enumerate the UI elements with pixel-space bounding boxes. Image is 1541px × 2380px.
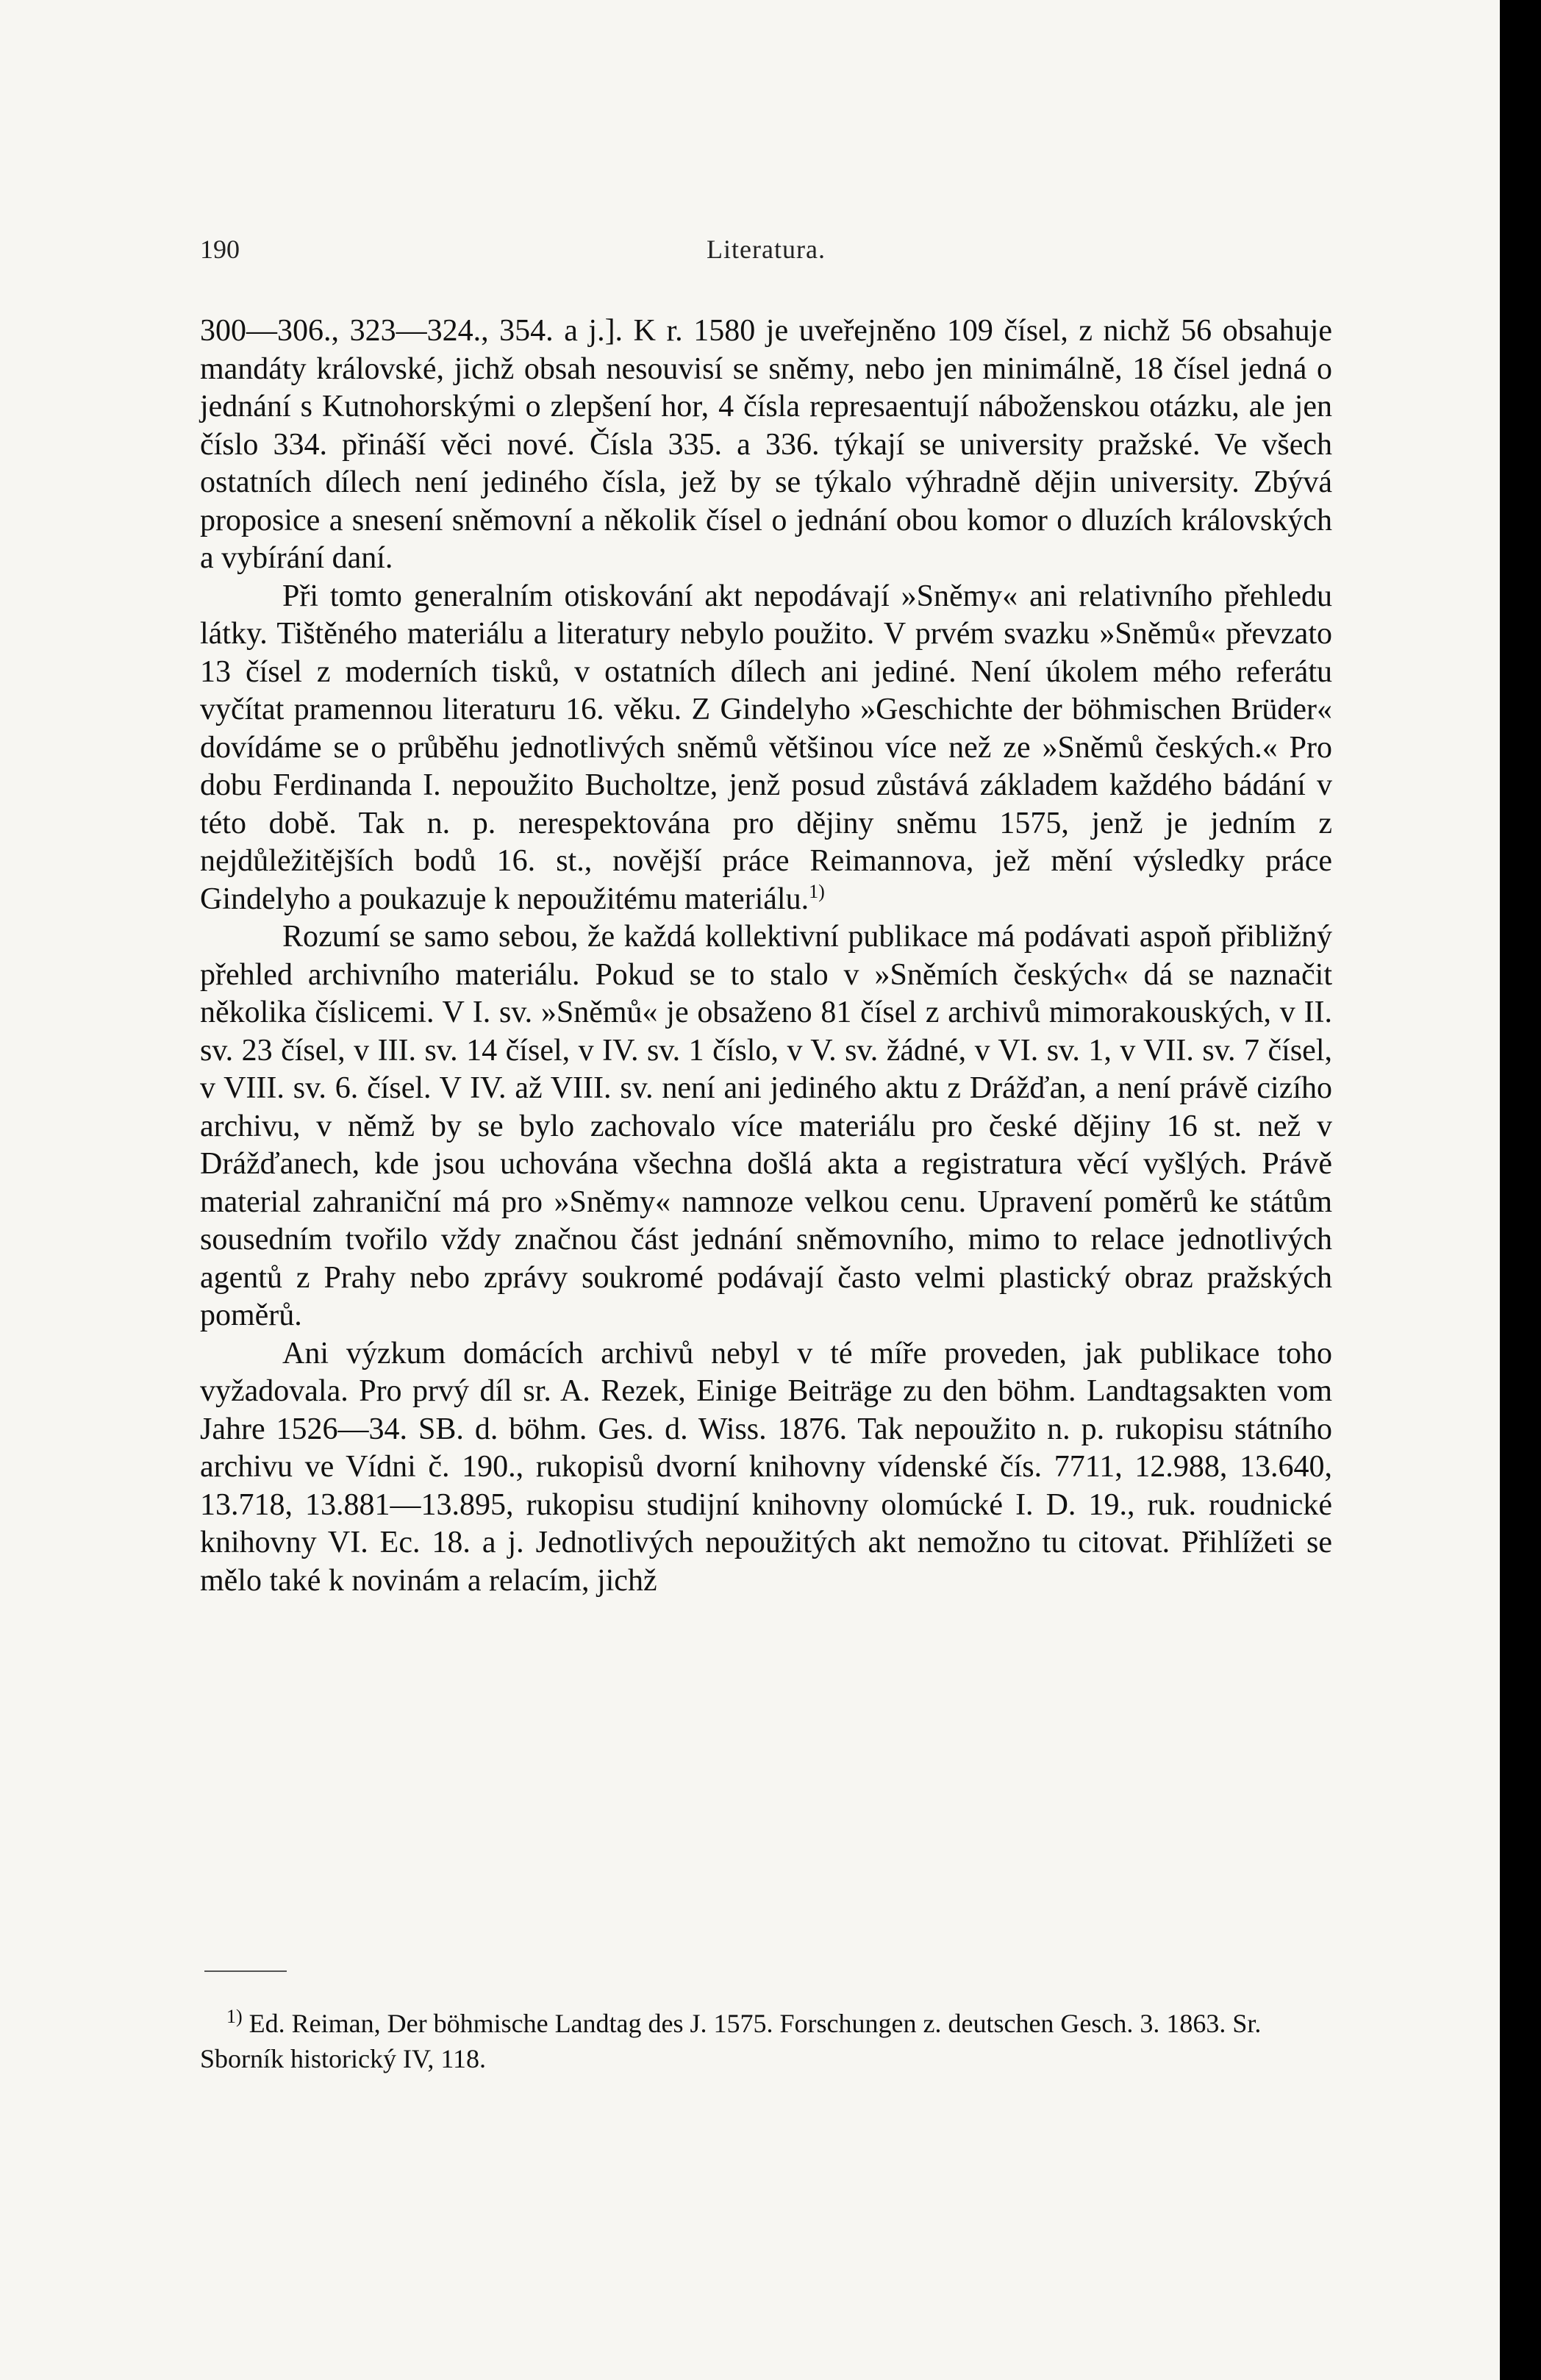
paragraph-2 [200,578,1332,919]
footnote-text: Ed. Reiman, Der böhmische Landtag des J. 1575. Forschungen z. deutschen Gesch. 3. 1863. Sr. Sborník historický IV, 118. [200,2009,1262,2073]
scan-border [1500,0,1541,2380]
page-header [200,234,1332,271]
main-text [200,312,1332,1600]
footnote [200,2006,1332,2076]
footnote-marker: 1) [226,2006,243,2027]
footnote-divider [204,1970,287,1972]
page-number: 190 [200,235,240,264]
paragraph-1: 300—306., 323—324., 354. a j.]. K r. 1580 je uveřejněno 109 čísel, z nichž 56 obsahuje mandáty královské, jichž obsah nesouvisí se sněmy, nebo jen minimálně, 18 čísel jedná o jednání s Kutnohorskými o zlepšení hor, 4 čísla represaentují náboženskou otázku, ale jen číslo 334. přináší věci nové. Čísla 335. a 336. týkají se university pražské. Ve všech ostatních dílech není jediného čísla, jež by se týkalo výhradně dějin university. Zbývá proposice a snesení sněmovní a několik čísel o jednání obou komor o dluzích královských a vybírání daní. [200,314,1332,575]
paragraph-4: Ani výzkum domácích archivů nebyl v té míře proveden, jak publikace toho vyžadovala. Pro prvý díl sr. A. Rezek, Einige Beiträge zu den böhm. Landtagsakten vom Jahre 1526—34. SB. d. böhm. Ges. d. Wiss. 1876. Tak nepoužito n. p. rukopisu státního archivu ve Vídni č. 190., rukopisů dvorní knihovny vídenské čís. 7711, 12.988, 13.640, 13.718, 13.881—13.895, rukopisu studijní knihovny olomúcké I. D. 19., ruk. roudnické knihovny VI. Ec. 18. a j. Jednotlivých nepoužitých akt nemožno tu citovat. Přihlížeti se mělo také k novinám a relacím, jichž [200,1336,1332,1598]
paragraph-2-text: Při tomto generalním otiskování akt nepodávají »Sněmy« ani relativního přehledu látky. Tištěného materiálu a literatury nebylo použito. V prvém svazku »Sněmů« převzato 13 čísel z moderních tisků, v ostatních dílech ani jediné. Není úkolem mého referátu vyčítat pramennou literaturu 16. věku. Z Gindelyho »Geschichte der böhmischen Brüder« dovídáme se o průběhu jednotlivých sněmů většinou více než ze »Sněmů českých.« Pro dobu Ferdinanda I. nepoužito Bucholtze, jenž posud zůstává základem každého bádání v této době. Tak n. p. nerespektována pro dějiny sněmu 1575, jenž je jedním z nejdůležitějších bodů 16. st., novější práce Reimannova, jež mění výsledky práce Gindelyho a poukazuje k nepoužitému materiálu. [200,579,1332,916]
running-title: Literatura. [707,235,826,264]
footnote-paragraph [200,2006,1332,2076]
footnote-reference: 1) [809,880,825,902]
paragraph-3: Rozumí se samo sebou, že každá kollektivní publikace má podávati aspoň přibližný přehled archivního materiálu. Pokud se to stalo v »Sněmích českých« dá se naznačit několika číslicemi. V I. sv. »Sněmů« je obsaženo 81 čísel z archivů mimorakouských, v II. sv. 23 čísel, v III. sv. 14 čísel, v IV. sv. 1 číslo, v V. sv. žádné, v VI. sv. 1, v VII. sv. 7 čísel, v VIII. sv. 6. čísel. V IV. až VIII. sv. není ani jediného aktu z Drážďan, a není právě cizího archivu, v němž by se bylo zachovalo více materiálu pro české dějiny 16 st. než v Drážďanech, kde jsou uchována všechna došlá akta a registratura věcí vyšlých. Právě material zahraniční má pro »Sněmy« namnoze velkou cenu. Upravení poměrů ke státům sousedním tvořilo vždy značnou část jednání sněmovního, mimo to relace jednotlivých agentů z Prahy nebo zprávy soukromé podávají často velmi plastický obraz pražských poměrů. [200,920,1332,1332]
